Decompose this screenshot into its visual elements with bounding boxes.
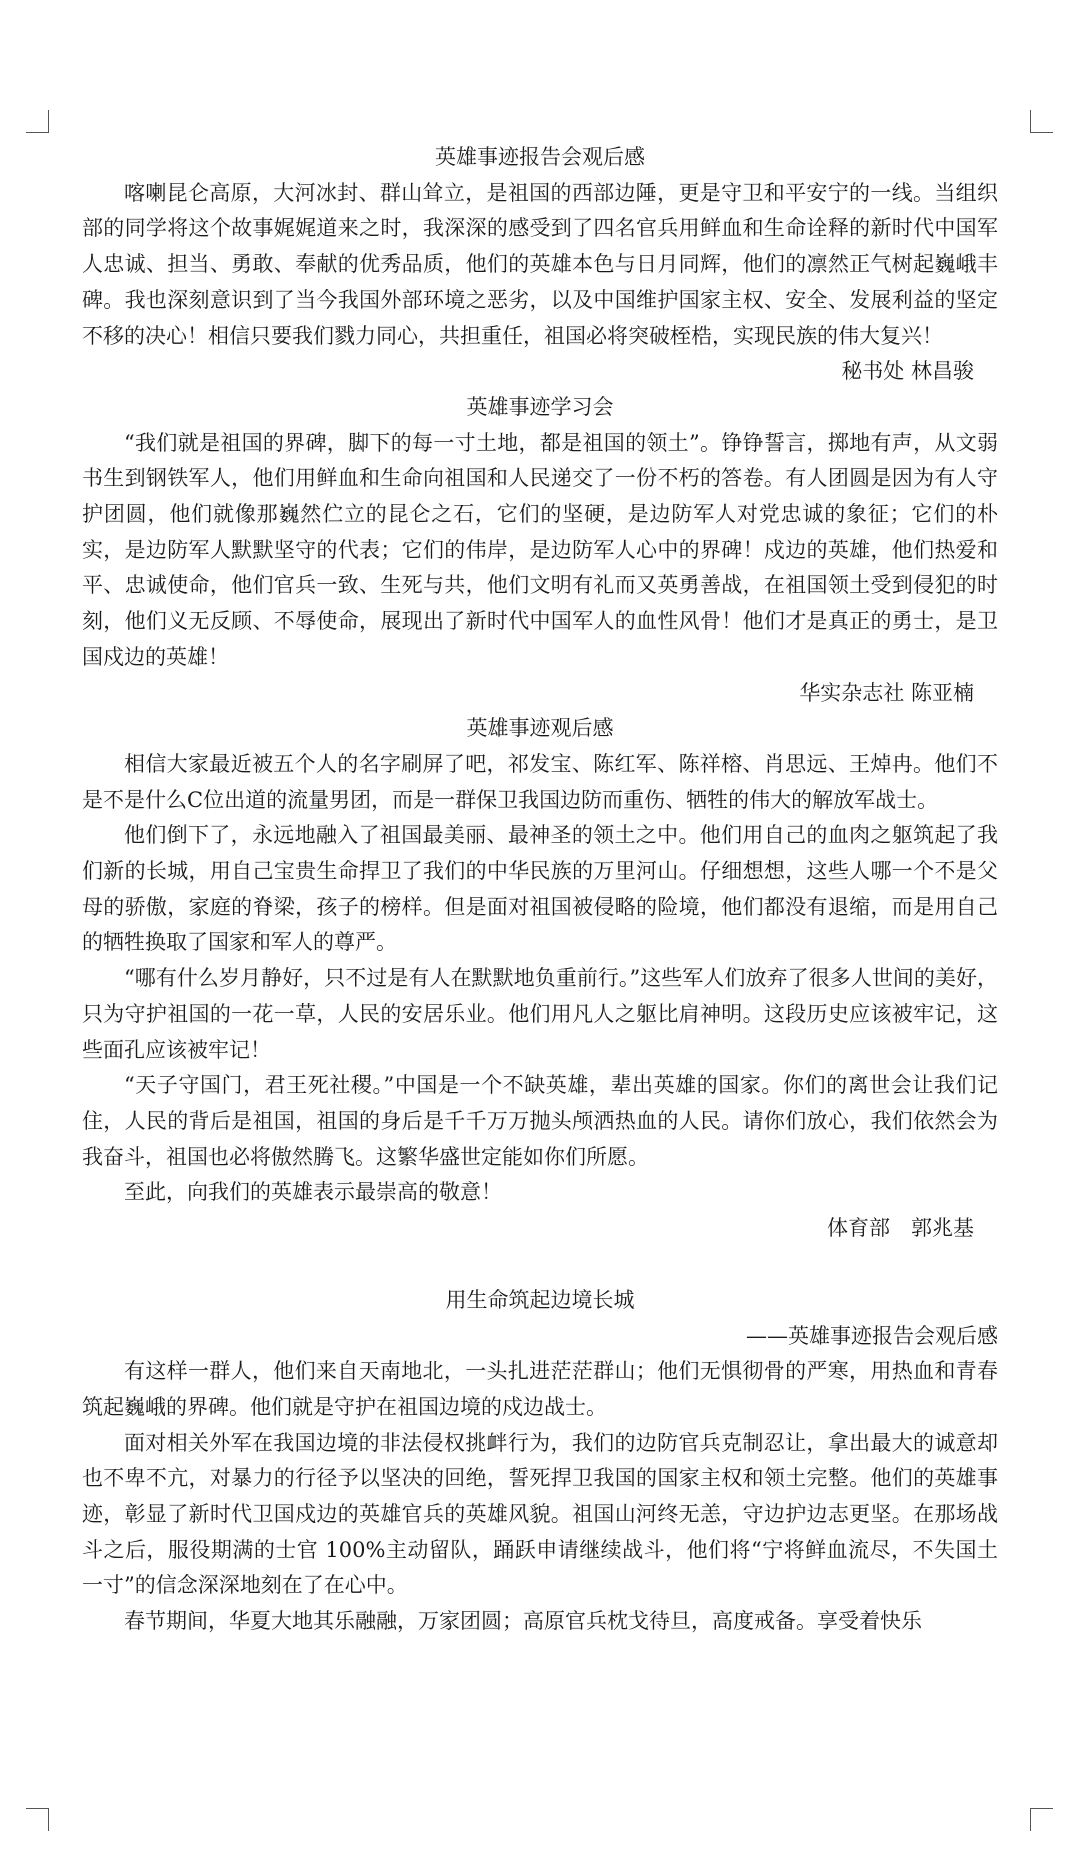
paragraph: 喀喇昆仑高原，大河冰封、群山耸立，是祖国的西部边陲，更是守卫和平安宁的一线。当组织部的同学将这个故事娓娓道来之时，我深深的感受到了四名官兵用鲜血和生命诠释的新时代中国军人忠诚、担当、勇敢、奉献的优秀品质，他们的英雄本色与日月同辉，他们的凛然正气树起巍峨丰碑。我也深刻意识到了当今我国外部环境之恶劣，以及中国维护国家主权、安全、发展利益的坚定不移的决心！相信只要我们戮力同心，共担重任，祖国必将突破桎梏，实现民族的伟大复兴！ xyxy=(82,180,998,348)
section-subtitle: ——英雄事迹报告会观后感 xyxy=(746,1323,998,1348)
document-page xyxy=(82,140,998,1640)
section-title: 英雄事迹报告会观后感 xyxy=(435,145,645,169)
paragraph: “哪有什么岁月静好，只不过是有人在默默地负重前行。”这些军人们放弃了很多人世间的美好，只为守护祖国的一花一草，人民的安居乐业。他们用凡人之躯比肩神明。这段历史应该被牢记，这些面孔应该被牢记！ xyxy=(82,966,998,1062)
section-spacer xyxy=(82,1247,998,1283)
paragraph: 面对相关外军在我国边境的非法侵权挑衅行为，我们的边防官兵克制忍让，拿出最大的诚意却也不卑不亢，对暴力的行径予以坚决的回绝，誓死捍卫我国的国家主权和领土完整。他们的英雄事迹，彰显了新时代卫国戍边的英雄官兵的英雄风貌。祖国山河终无恙，守边护边志更坚。在那场战斗之后，服役期满的士官 100%主动留队，踊跃申请继续战斗，他们将“宁将鲜血流尽，不失国土一寸”的信念深深地刻在了在心中。 xyxy=(82,1430,998,1598)
paragraph: 有这样一群人，他们来自天南地北，一头扎进茫茫群山；他们无惧彻骨的严寒，用热血和青春筑起巍峨的界碑。他们就是守护在祖国边境的戍边战士。 xyxy=(82,1359,998,1419)
paragraph: 他们倒下了，永远地融入了祖国最美丽、最神圣的领土之中。他们用自己的血肉之躯筑起了我们新的长城，用自己宝贵生命捍卫了我们的中华民族的万里河山。仔细想想，这些人哪一个不是父母的骄傲，家庭的脊梁，孩子的榜样。但是面对祖国被侵略的险境，他们都没有退缩，而是用自己的牺牲换取了国家和军人的尊严。 xyxy=(82,823,998,955)
essay-section xyxy=(82,140,998,390)
section-title: 用生命筑起边境长城 xyxy=(445,1287,635,1312)
author-signature: 秘书处 林昌骏 xyxy=(841,359,974,384)
paragraph: 相信大家最近被五个人的名字刷屏了吧，祁发宝、陈红军、陈祥榕、肖思远、王焯冉。他们不是不是什么C位出道的流量男团，而是一群保卫我国边防而重伤、牺牲的伟大的解放军战士。 xyxy=(82,751,998,812)
author-signature: 体育部 郭兆基 xyxy=(827,1216,974,1241)
paragraph: 至此，向我们的英雄表示最崇高的敬意！ xyxy=(124,1180,502,1205)
paragraph: 春节期间，华夏大地其乐融融，万家团圆；高原官兵枕戈待旦，高度戒备。享受着快乐 xyxy=(124,1609,922,1634)
section-title: 英雄事迹观后感 xyxy=(466,716,614,741)
crop-mark-top-left xyxy=(26,110,49,133)
essay-section xyxy=(82,390,998,711)
section-title: 英雄事迹学习会 xyxy=(466,394,614,419)
paragraph: “天子守国门，君王死社稷。”中国是一个不缺英雄，辈出英雄的国家。你们的离世会让我们记住，人民的背后是祖国，祖国的身后是千千万万抛头颅洒热血的人民。请你们放心，我们依然会为我奋斗，祖国也必将傲然腾飞。这繁华盛世定能如你们所愿。 xyxy=(82,1073,998,1169)
paragraph: “我们就是祖国的界碑，脚下的每一寸土地，都是祖国的领土”。铮铮誓言，掷地有声，从文弱书生到钢铁军人，他们用鲜血和生命向祖国和人民递交了一份不朽的答卷。有人团圆是因为有人守护团圆，他们就像那巍然伫立的昆仑之石，它们的坚硬，是边防军人对党忠诚的象征；它们的朴实，是边防军人默默坚守的代表；它们的伟岸，是边防军人心中的界碑！戍边的英雄，他们热爱和平、忠诚使命，他们官兵一致、生死与共，他们文明有礼而又英勇善战，在祖国领土受到侵犯的时刻，他们义无反顾、不辱使命，展现出了新时代中国军人的血性风骨！他们才是真正的勇士，是卫国戍边的英雄！ xyxy=(82,430,998,669)
essay-section xyxy=(82,711,998,1247)
essay-section xyxy=(82,1283,998,1640)
crop-mark-top-right xyxy=(1030,110,1053,133)
crop-mark-bottom-right xyxy=(1030,1808,1053,1831)
crop-mark-bottom-left xyxy=(26,1808,49,1831)
author-signature: 华实杂志社 陈亚楠 xyxy=(799,680,974,705)
